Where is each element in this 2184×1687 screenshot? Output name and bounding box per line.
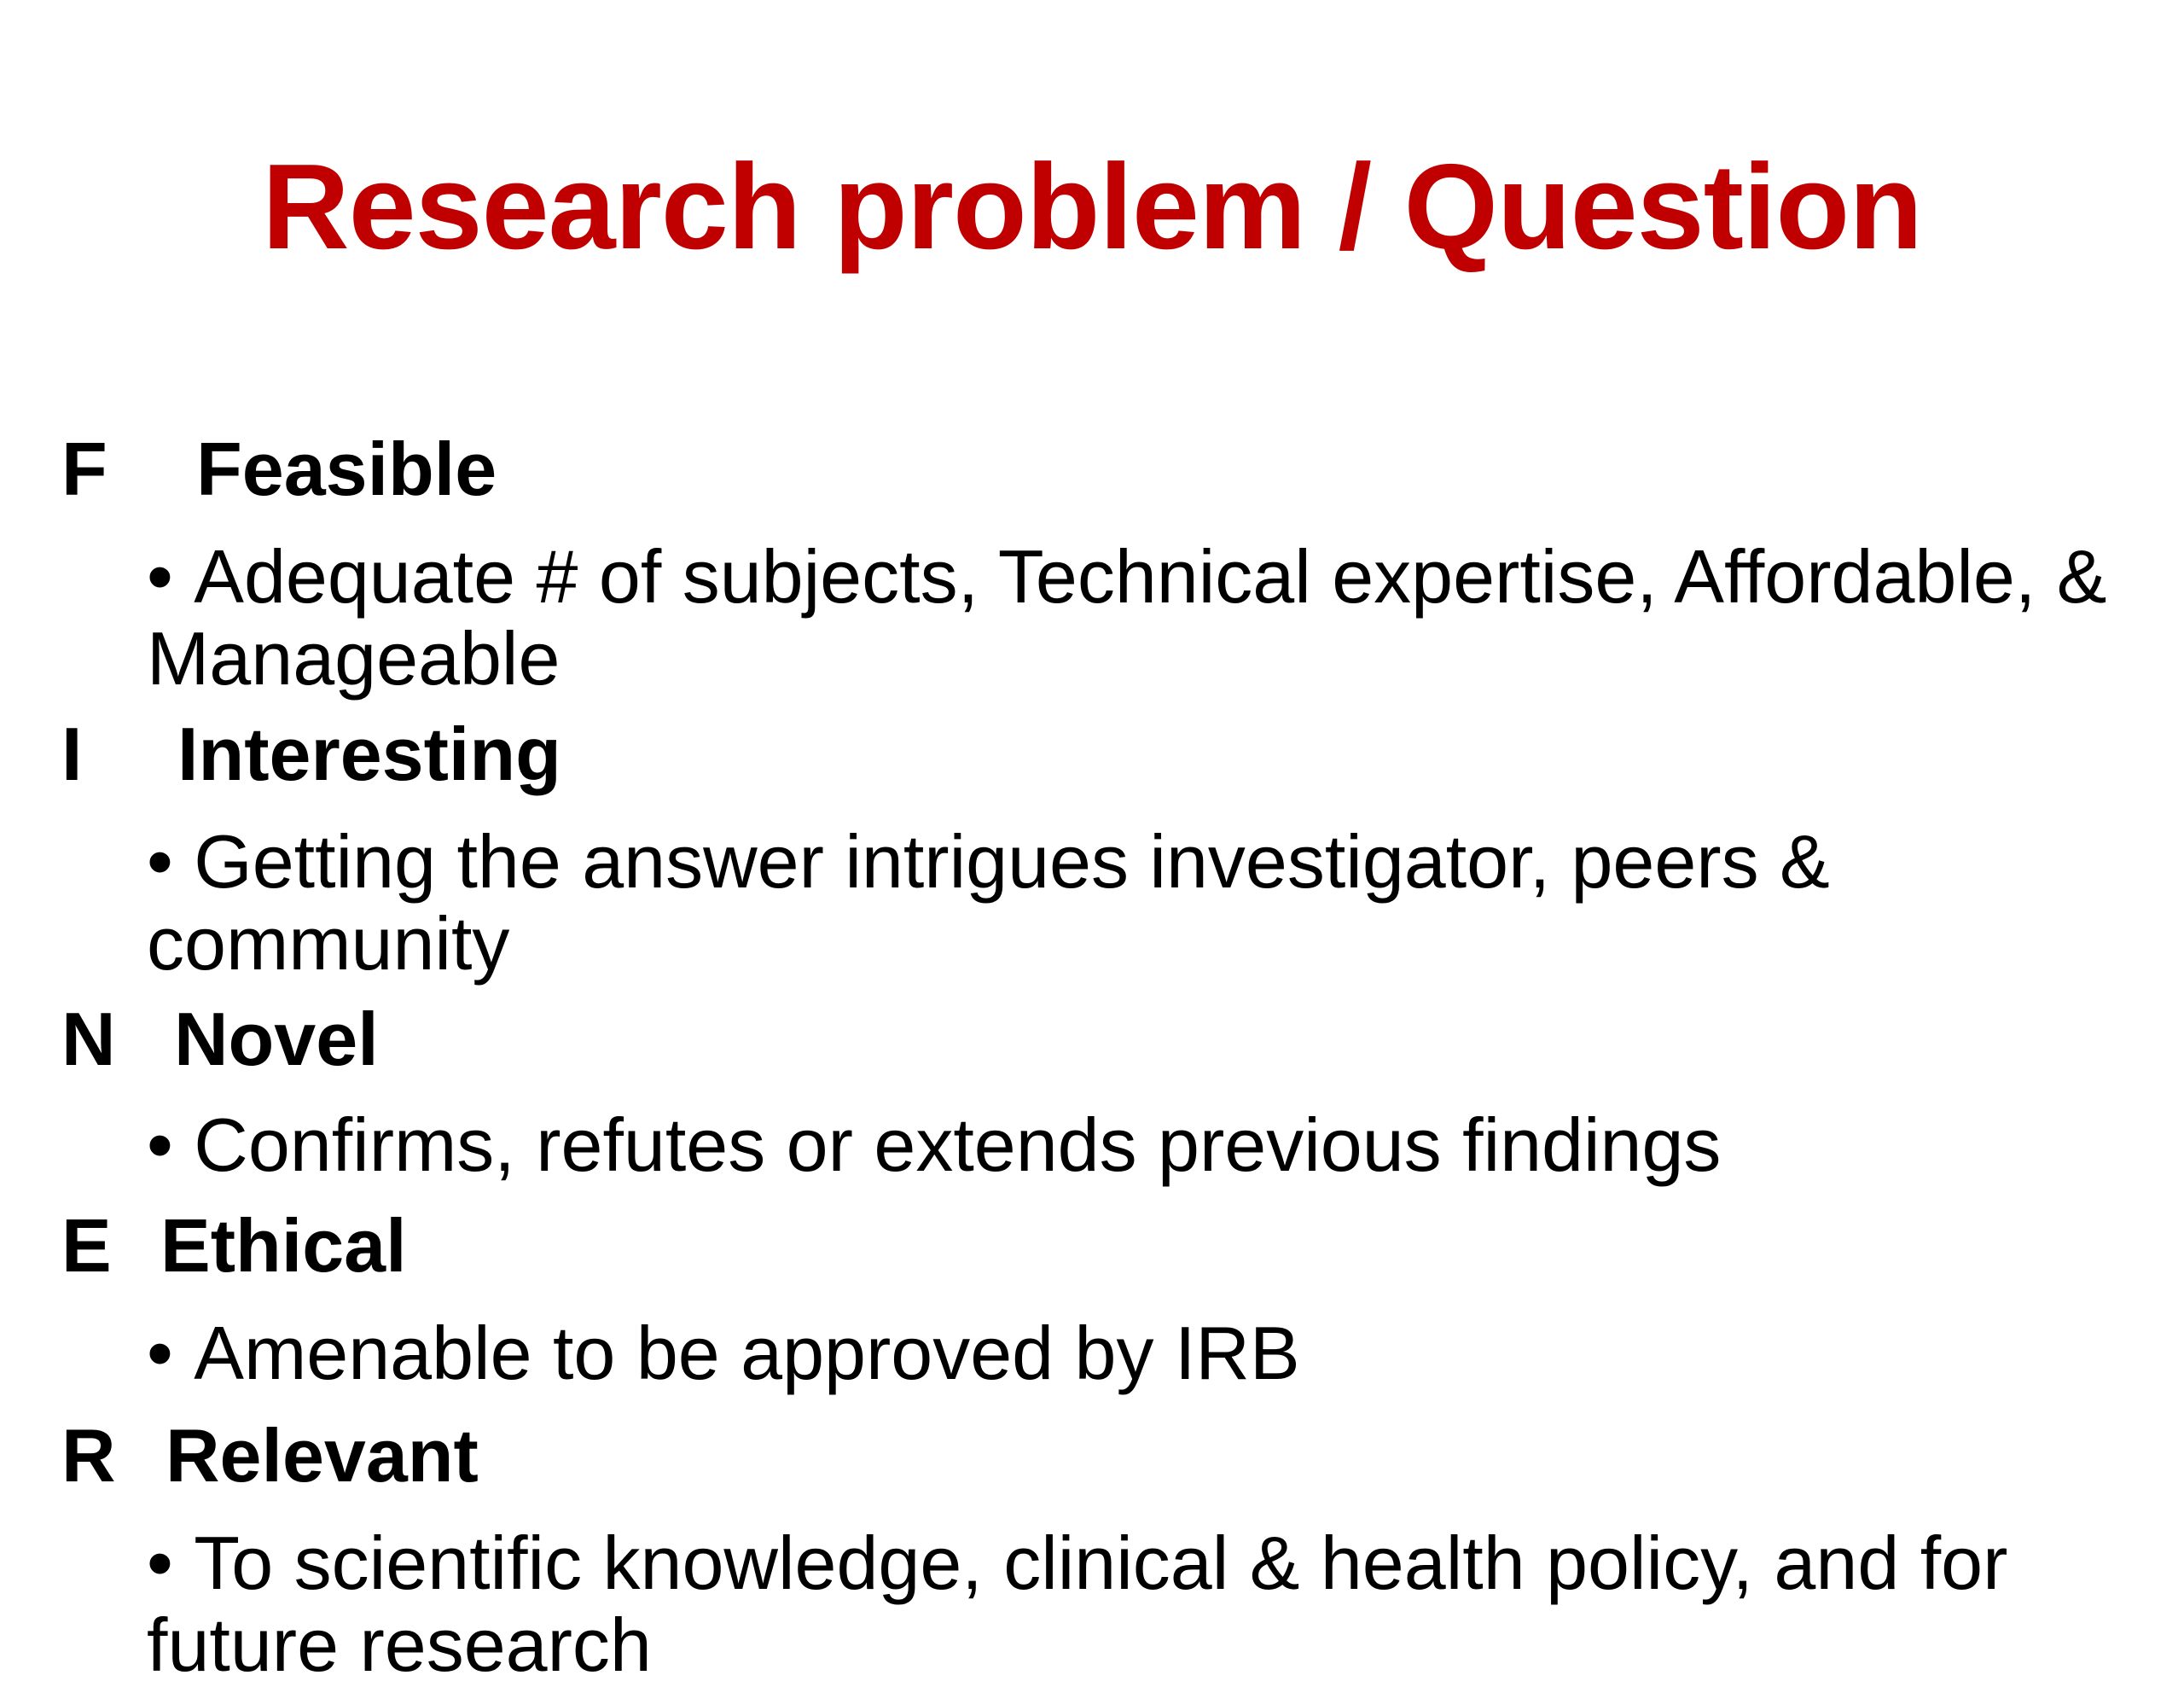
bullet-icon: • [147, 534, 195, 619]
bullet-text: Amenable to be approved by IRB [194, 1311, 1300, 1395]
term-letter: I [61, 712, 83, 796]
term-label: Novel [174, 997, 379, 1081]
term-letter: E [61, 1203, 112, 1288]
slide-title: Research problem / Question [262, 139, 1922, 275]
finer-criteria-list [61, 427, 2126, 1686]
term-heading [61, 1203, 2126, 1289]
term-letter: N [61, 997, 116, 1081]
criterion-novel [61, 997, 2126, 1186]
bullet-item [61, 1522, 2126, 1686]
bullet-item [61, 821, 2126, 985]
term-heading [61, 712, 2126, 797]
bullet-item [61, 536, 2126, 700]
bullet-icon: • [147, 819, 195, 904]
bullet-item [61, 1104, 2126, 1186]
term-heading [61, 997, 2126, 1082]
term-heading [61, 1413, 2126, 1498]
bullet-text: Adequate # of subjects, Technical expertise, Affordable, & Manageable [147, 534, 2107, 701]
term-label: Feasible [196, 427, 497, 511]
term-label: Relevant [166, 1413, 479, 1498]
term-label: Ethical [160, 1203, 407, 1288]
criterion-relevant [61, 1413, 2126, 1686]
bullet-text: To scientific knowledge, clinical & health policy, and for future research [147, 1521, 2008, 1687]
criterion-feasible [61, 427, 2126, 700]
bullet-icon: • [147, 1521, 195, 1605]
criterion-ethical [61, 1203, 2126, 1394]
term-letter: R [61, 1413, 116, 1498]
bullet-icon: • [147, 1102, 195, 1187]
term-letter: F [61, 427, 107, 511]
term-heading [61, 427, 2126, 512]
bullet-text: Confirms, refutes or extends previous findings [194, 1102, 1722, 1187]
bullet-text: Getting the answer intrigues investigator, peers & community [147, 819, 1830, 986]
term-label: Interesting [177, 712, 561, 796]
bullet-item [61, 1312, 2126, 1394]
bullet-icon: • [147, 1311, 195, 1395]
criterion-interesting [61, 712, 2126, 985]
